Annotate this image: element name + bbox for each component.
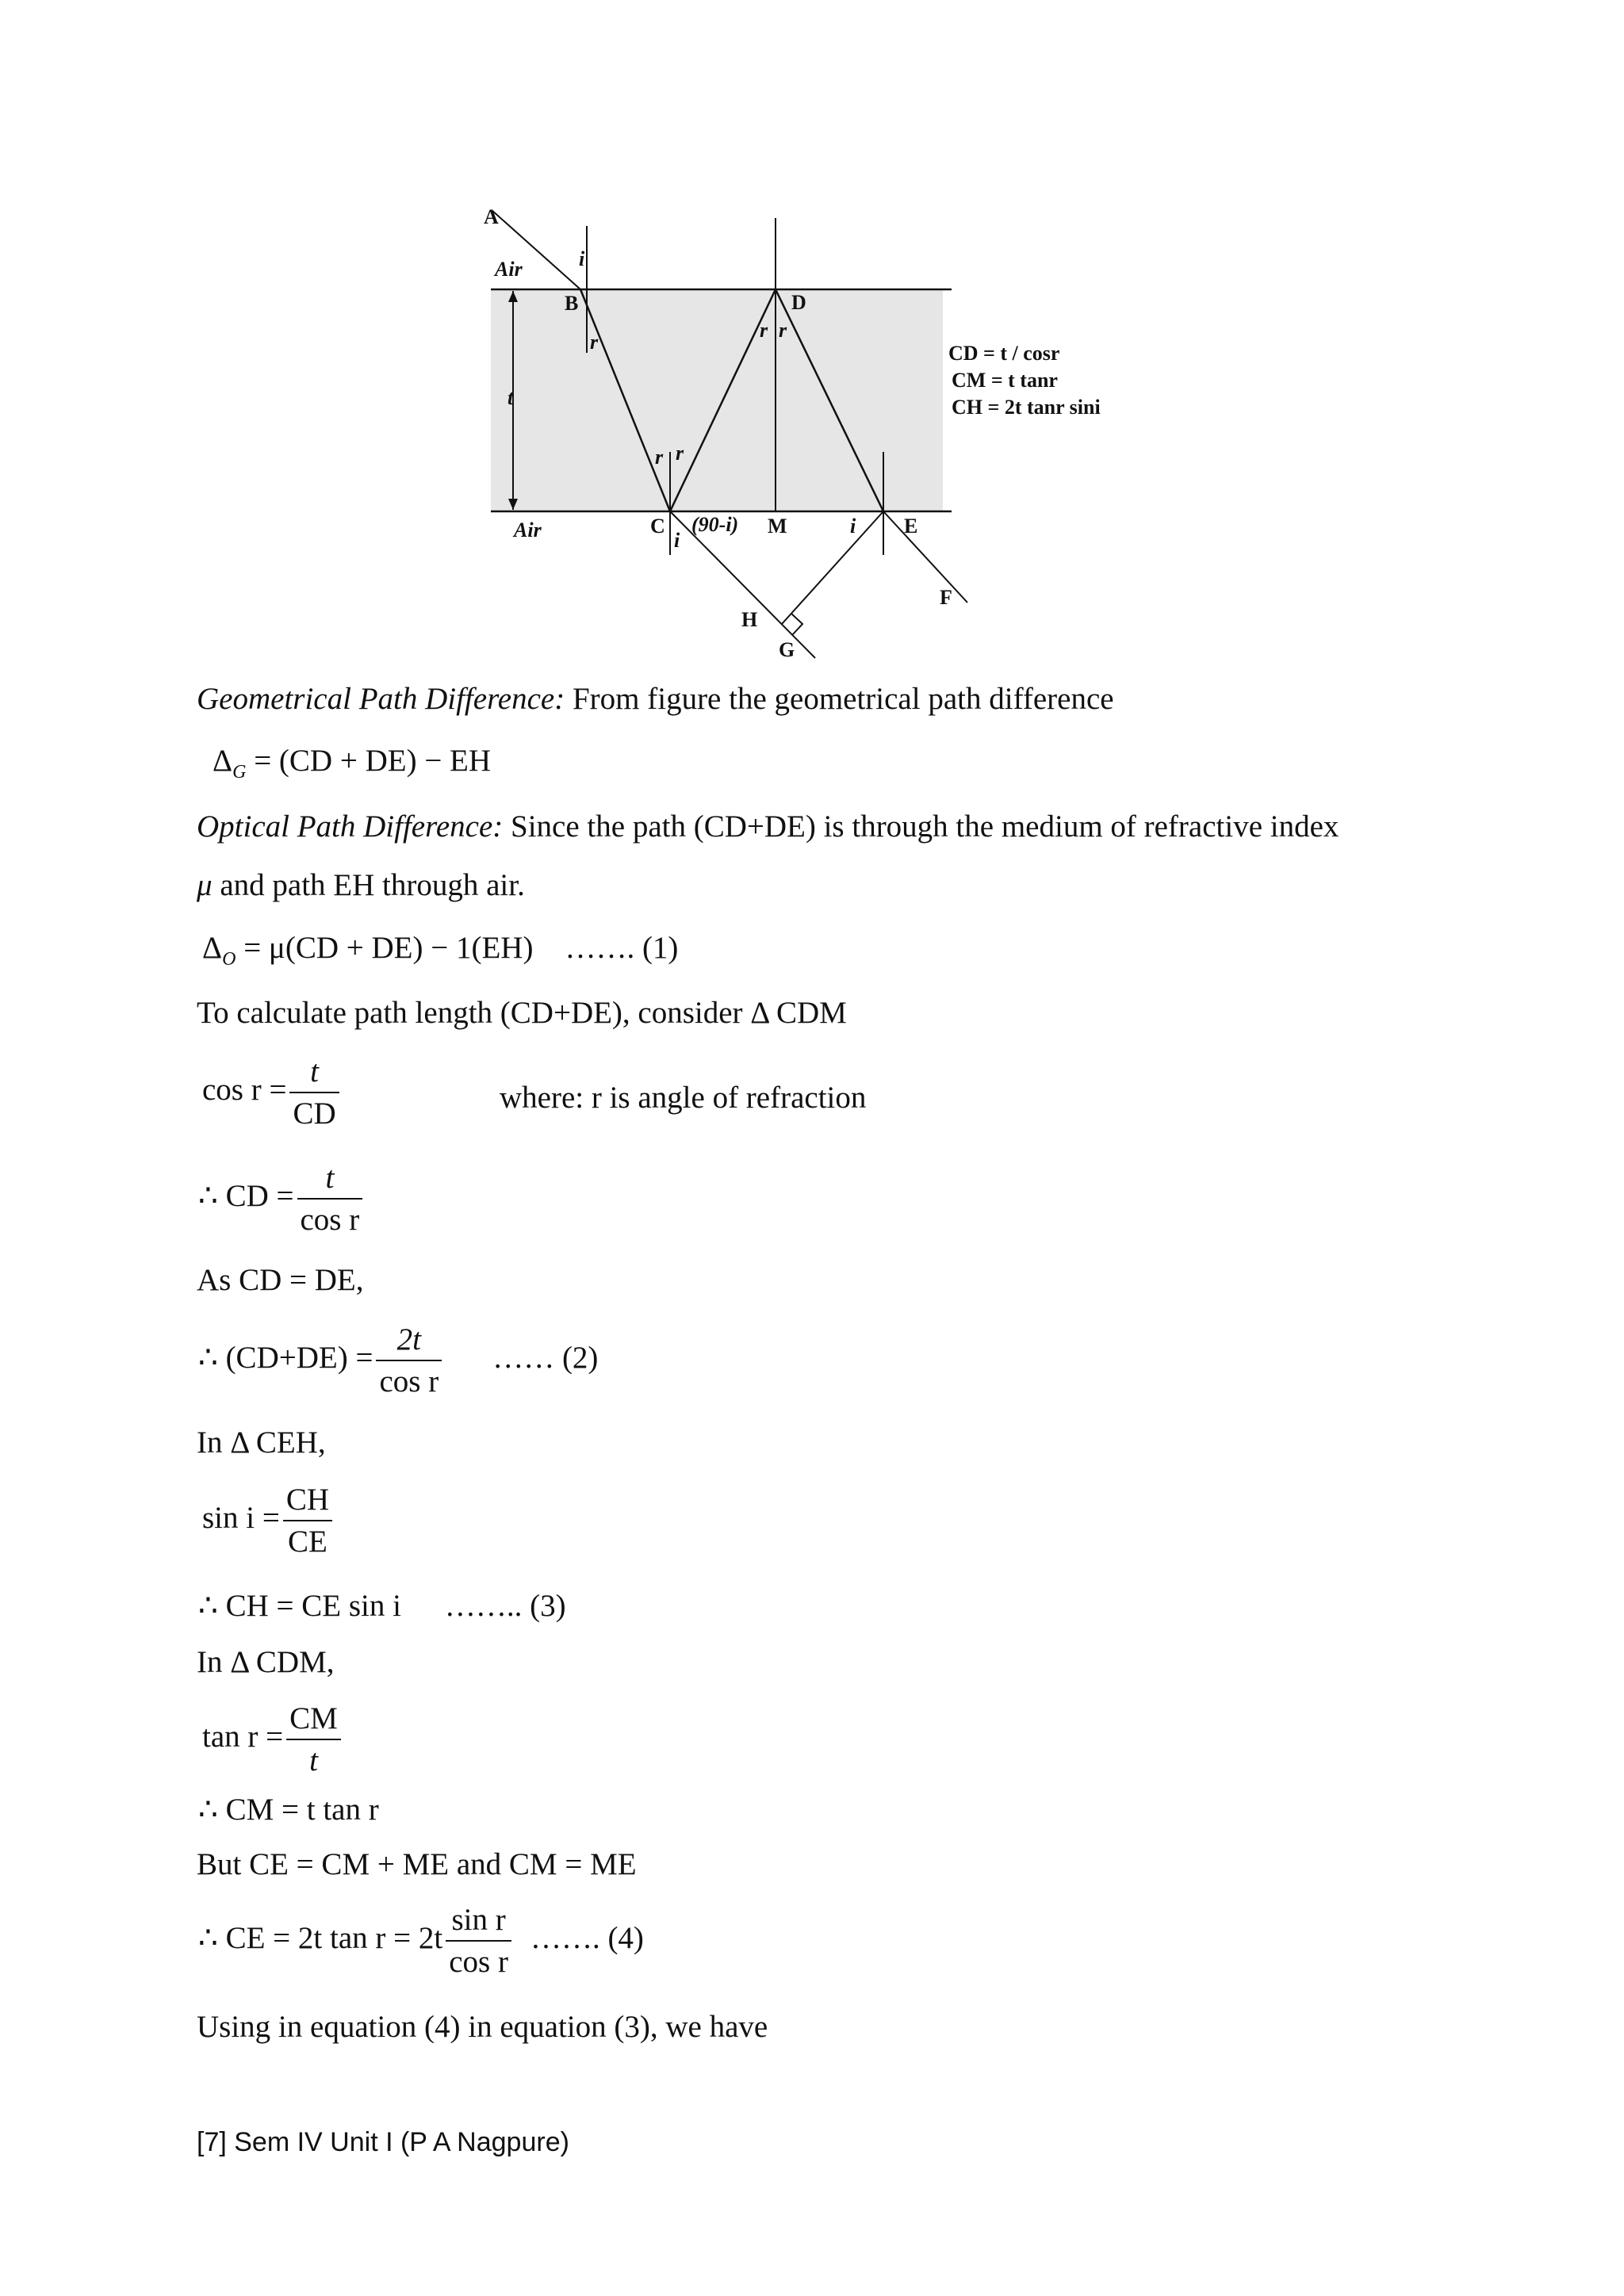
delta-o-equation	[202, 932, 678, 969]
but-line: But CE = CM + ME and CM = ME	[197, 1847, 637, 1881]
cd-fraction	[297, 1162, 363, 1235]
cosr-denominator: CD	[293, 1096, 336, 1131]
sini-equation	[202, 1484, 335, 1557]
tanr-fraction	[286, 1703, 341, 1776]
label-angle-i-e: i	[850, 515, 856, 538]
equation-number-2: …… (2)	[492, 1340, 599, 1375]
label-e: E	[904, 515, 918, 538]
equation-number-4: ……. (4)	[530, 1920, 644, 1955]
cd-lhs: ∴ CD =	[198, 1178, 294, 1213]
mu-line-rest: and path EH through air.	[212, 868, 525, 902]
equation-number-3: …….. (3)	[444, 1589, 566, 1623]
label-c: C	[650, 515, 665, 538]
label-d: D	[791, 291, 806, 314]
cosr-lhs: cos r =	[202, 1072, 287, 1107]
label-g: G	[779, 638, 795, 661]
sini-denominator: CE	[288, 1525, 327, 1559]
optical-path-heading	[197, 811, 1339, 842]
label-angle-r-c2: r	[676, 442, 684, 465]
where-line: where: r is angle of refraction	[500, 1081, 867, 1115]
label-b: B	[565, 292, 579, 315]
cdde-denominator: cos r	[379, 1364, 439, 1399]
label-a: A	[484, 205, 499, 228]
perpendicular-eh	[782, 511, 883, 624]
mu-symbol: μ	[197, 868, 213, 902]
cosr-fraction	[289, 1056, 339, 1129]
glass-slab	[491, 289, 943, 511]
ch-line: ∴ CH = CE sin i	[198, 1589, 401, 1623]
equation-number-1: ……. (1)	[565, 931, 679, 965]
in-cdm-line: In Δ CDM,	[197, 1645, 335, 1679]
label-air-top: Air	[495, 258, 523, 281]
annotation-cm: CM = t tanr	[952, 369, 1058, 392]
ray-diagram	[476, 198, 1205, 674]
label-angle-r-d2: r	[779, 319, 787, 342]
label-air-bottom: Air	[514, 519, 542, 541]
label-thickness: t	[508, 386, 514, 409]
cm-equation: ∴ CM = t tan r	[198, 1793, 379, 1827]
tanr-equation	[202, 1703, 344, 1776]
mu-line	[197, 870, 525, 901]
cdde-fraction	[376, 1324, 442, 1397]
delta-o-subscript: O	[222, 948, 236, 970]
delta-o-symbol: Δ	[202, 931, 223, 965]
ch-equation	[198, 1590, 566, 1621]
sini-lhs: sin i =	[202, 1500, 280, 1535]
label-angle-i-c: i	[674, 529, 680, 552]
tanr-lhs: tan r =	[202, 1719, 284, 1754]
annotation-ch: CH = 2t tanr sini	[952, 396, 1101, 419]
label-angle-r-d1: r	[760, 319, 768, 342]
cdde-lhs: ∴ (CD+DE) =	[198, 1340, 373, 1375]
delta-g-symbol: Δ	[213, 744, 233, 778]
cosr-equation	[202, 1056, 343, 1129]
sini-numerator: CH	[283, 1484, 332, 1521]
ce-lhs: ∴ CE = 2t tan r = 2t	[198, 1920, 443, 1955]
delta-o-rhs: = μ(CD + DE) − 1(EH)	[236, 931, 534, 965]
ce-denominator: cos r	[449, 1945, 508, 1979]
annotation-cd: CD = t / cosr	[948, 342, 1060, 365]
tanr-numerator: CM	[286, 1703, 341, 1740]
ce-equation	[198, 1904, 644, 1977]
opt-body: Since the path (CD+DE) is through the medium of refractive index	[503, 809, 1339, 844]
label-angle-90-i: (90-i)	[691, 513, 739, 536]
delta-g-subscript: G	[232, 761, 247, 783]
ce-numerator: sin r	[446, 1904, 511, 1942]
emergent-ray-ef	[883, 511, 967, 603]
label-angle-r-c1: r	[655, 446, 664, 469]
cd-equation	[198, 1162, 366, 1235]
sini-fraction	[283, 1484, 332, 1557]
label-f: F	[940, 586, 952, 609]
opt-title: Optical Path Difference:	[197, 809, 504, 844]
cd-numerator: t	[297, 1162, 363, 1200]
calc-line: To calculate path length (CD+DE), consider Δ CDM	[197, 996, 847, 1030]
label-h: H	[741, 608, 758, 631]
geo-body: From figure the geometrical path difference	[565, 682, 1114, 716]
geo-title: Geometrical Path Difference:	[197, 682, 565, 716]
right-angle-mark	[791, 614, 802, 635]
using-line: Using in equation (4) in equation (3), we have	[197, 2010, 768, 2044]
ce-fraction	[446, 1904, 511, 1977]
cdde-numerator: 2t	[376, 1324, 442, 1361]
geometrical-path-heading	[197, 683, 1114, 714]
label-m: M	[768, 515, 787, 538]
page-footer: [7] Sem IV Unit I (P A Nagpure)	[197, 2127, 569, 2157]
cd-denominator: cos r	[300, 1203, 360, 1237]
tanr-denominator: t	[309, 1743, 318, 1777]
label-angle-i-top: i	[579, 247, 585, 270]
as-cd-line: As CD = DE,	[197, 1263, 364, 1297]
cdde-equation	[198, 1324, 598, 1397]
in-ceh-line: In Δ CEH,	[197, 1425, 326, 1460]
delta-g-rhs: = (CD + DE) − EH	[246, 744, 492, 778]
cosr-numerator: t	[289, 1056, 339, 1093]
delta-g-equation	[213, 745, 491, 782]
label-angle-r-b: r	[590, 331, 599, 354]
